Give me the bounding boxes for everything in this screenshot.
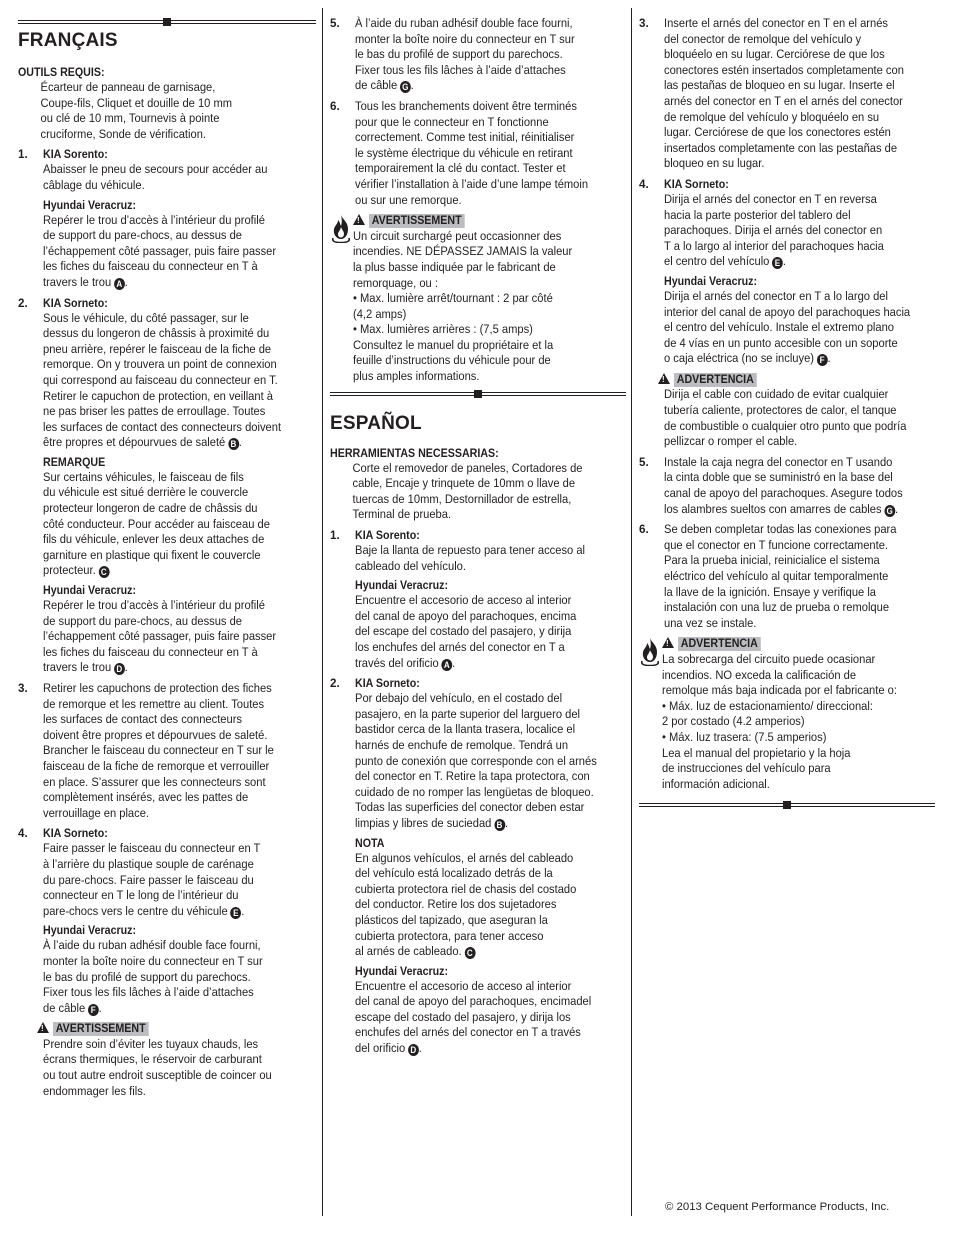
step-4: 4. KIA Sorneto: Faire passer le faisceau du connecteur en T à l’arrière du plastique souple de carénage du pare-chocs. Faire passer le faisceau du connecteur en T le long de l’intérieur du pare-chocs vers le centre du véhicule E . Hyundai Veracruz: À l’aide du ruban adhésif double face fourni, monter la boîte noire du connecteur en T sur le bas du profilé de support du parechocs. Fixer tous les fils lâches à l’aide d’attaches de câble F . ! AVERTISSEMENT Prendre soin d’éviter les tuyaux chauds, les écrans thermiques, le réservoir de carburant ou tout autre endroit susceptible de coincer ou endommager les fils. bbox=[18, 826, 316, 1099]
step-heading: KIA Sorneto: bbox=[43, 296, 108, 310]
warning-bullet: • Máx. luz de estacionamiento/ direccional: 2 por costado (4.2 amperios) bbox=[662, 698, 873, 729]
circled-letter-icon: B bbox=[494, 819, 505, 831]
section-separator bbox=[639, 803, 935, 809]
warning-header bbox=[658, 372, 937, 388]
circled-letter-icon: G bbox=[884, 505, 895, 517]
step-text: Abaisser le pneu de secours pour accéder au câblage du véhicule. bbox=[43, 162, 268, 192]
step-number: 4. bbox=[18, 827, 28, 841]
step-subheading: Hyundai Veracruz: bbox=[355, 579, 449, 593]
step-text: Por debajo del vehículo, en el costado del pasajero, en la parte superior del larguero del bastidor cerca de la llanta trasera, localice el harnés de enchufe de remolque. Tendrá un punto de conexión que corresponde con el arnés del conector en T. Retire la tapa protectora, con cuidado de no romper las lengüetas de bloqueo. Todas las superficies del conector deben estar limpias y libres de suciedad bbox=[355, 691, 597, 830]
step-number: 6. bbox=[639, 523, 649, 537]
step-text: Dirija el arnés del conector en T en reversa hacia la parte posterior del tablero del parachoques. Dirija el arnés del conector en T a lo largo al interior del parachoques hacia el centro del vehículo bbox=[664, 191, 884, 269]
step-number: 3. bbox=[18, 682, 28, 695]
warning-triangle-icon: ! bbox=[353, 214, 365, 225]
column-divider-1 bbox=[322, 8, 323, 1216]
step-1: 1. KIA Sorento: Baje la llanta de repuesto para tener acceso al cableado del vehículo. Hyundai Veracruz: Encuentre el accesorio de acceso al interior del canal de apoyo del parachoques, encima del escape del costado del pasajero, y dirija los enchufes del arnés del conector en T a través del orificio A . bbox=[330, 528, 626, 671]
warning-text: La sobrecarga del circuito puede ocasionar incendios. NO exceda la calificación de remolque más baja indicada por el fabricante o: bbox=[662, 651, 897, 698]
step-subheading: Hyundai Veracruz: bbox=[43, 198, 137, 212]
circled-letter-icon: D bbox=[408, 1044, 419, 1056]
section-separator bbox=[18, 20, 316, 26]
warning-text: Dirija el cable con cuidado de evitar cualquier tubería caliente, protectores de calor, el tanque de combustible o cualquier otro punto que podría pellizcar o romper el cable. bbox=[664, 387, 907, 449]
column-spanish-2 bbox=[639, 16, 937, 792]
step-1: 1. KIA Sorento: Abaisser le pneu de secours pour accéder au câblage du véhicule. Hyundai Veracruz: Repérer le trou d’accès à l’intérieur du profilé de support du pare-chocs, au dessus de l’échappement côté passager, puis faire passer les fiches du faisceau du connecteur en T à travers le trou A . bbox=[18, 147, 316, 290]
warning-triangle-icon: ! bbox=[658, 373, 670, 384]
circled-letter-icon: G bbox=[400, 81, 411, 93]
fire-warning bbox=[639, 636, 937, 792]
step-number: 1. bbox=[18, 148, 28, 162]
circled-letter-icon: F bbox=[88, 1004, 99, 1016]
step-subtext: Repérer le trou d’accès à l’intérieur du profilé de support du pare-chocs, au dessus de l’échappement côté passager, puis faire passer les fiches du faisceau du connecteur en T à travers le trou bbox=[43, 598, 277, 675]
column-french-1 bbox=[18, 30, 316, 1099]
step-heading: KIA Sorneto: bbox=[664, 177, 729, 191]
note-label: NOTA bbox=[355, 836, 385, 850]
step-number: 6. bbox=[330, 99, 340, 113]
step-subheading: Hyundai Veracruz: bbox=[355, 964, 449, 978]
circled-letter-icon: B bbox=[228, 438, 239, 450]
step-text: Se deben completar todas las conexiones para que el conector en T funcione correctamente. Para la prueba inicial, reinicialice el sistema eléctrico del vehículo al quitar temporalmente la llave de la ignición. Ensaye y verifique la instalación con una luz de prueba o remolque una vez se instale. bbox=[664, 522, 897, 630]
warning-text: Un circuit surchargé peut occasionner des incendies. NE DÉPASSEZ JAMAIS la valeur la plus basse indiquée par le fabricant de remorquage, ou : bbox=[353, 228, 573, 290]
step-number: 4. bbox=[639, 177, 649, 191]
step-number: 2. bbox=[330, 677, 340, 691]
step-text: Inserte el arnés del conector en T en el arnés del conector de remolque del vehículo y bloquéelo en su lugar. Cerciórese de que los conectores estén insertados completamente con las pestañas de bloqueo en su lugar. Inserte el arnés del conector en T en el arnés del conector de remolque del vehículo y bloquéelo en su lugar. Cerciórese de que los conectores estén insertados completamente con las pestañas de bloqueo en su lugar. bbox=[664, 16, 904, 171]
step-3 bbox=[639, 16, 937, 172]
tools-label: HERRAMIENTAS NECESSARIAS: bbox=[330, 446, 499, 460]
warning-label: AVERTISSEMENT bbox=[369, 214, 464, 228]
tools-label: OUTILS REQUIS: bbox=[18, 66, 105, 79]
warning-label: AVERTISSEMENT bbox=[53, 1022, 148, 1036]
step-6 bbox=[639, 522, 937, 631]
column-french-2 bbox=[330, 16, 626, 1057]
step-subtext: Encuentre el accesorio de acceso al interior del canal de apoyo del parachoques, encimadel escape del costado del pasajero, y dirija los enchufes del arnés del conector en T a través del orificio bbox=[355, 978, 592, 1056]
step-6 bbox=[330, 99, 626, 208]
warning-header bbox=[662, 636, 937, 652]
circled-letter-icon: E bbox=[230, 907, 241, 919]
circled-letter-icon: E bbox=[772, 257, 783, 269]
step-heading: KIA Sorento: bbox=[43, 148, 108, 162]
circled-letter-icon: F bbox=[817, 354, 828, 366]
note-text: En algunos vehículos, el arnés del cableado del vehículo está localizado detrás de la cubierta protectora riel de chasis del costado del conductor. Retire los dos sujetadores plásticos del tapizado, que aseguran la cubierta protectora, para tener acceso al arnés de cableado. bbox=[355, 850, 577, 959]
note-label: REMARQUE bbox=[43, 455, 106, 469]
fire-icon bbox=[639, 636, 661, 666]
step-subheading: Hyundai Veracruz: bbox=[664, 274, 758, 288]
step-text: Instale la caja negra del conector en T usando la cinta doble que se suministró en la base del canal de apoyo del parachoques. Asegure todos los alambres sueltos con amarres de cables bbox=[664, 454, 903, 516]
column-divider-2 bbox=[631, 8, 632, 1216]
warning-footer: Lea el manual del propietario y la hoja de instrucciones del vehículo para información adicional. bbox=[662, 745, 851, 791]
tools-text: Écarteur de panneau de garnisage, Coupe-fils, Cliquet et douille de 10 mm ou clé de 10 mm, Tournevis à pointe cruciforme, Sonde de vérification. bbox=[40, 80, 233, 141]
circled-letter-icon: D bbox=[114, 663, 125, 675]
note-text: Sur certains véhicules, le faisceau de fils du véhicule est situé derrière le couvercle protecteur longeron de cadre de châssis du côté conducteur. Pour accéder au faisceau de fils du véhicule, enlever les deux attaches de garniture en plastique qui fixent le couvercle protecteur. bbox=[43, 469, 270, 578]
circled-letter-icon: C bbox=[464, 947, 475, 959]
warning-triangle-icon: ! bbox=[37, 1022, 49, 1033]
fire-warning bbox=[330, 213, 626, 385]
circled-letter-icon: A bbox=[441, 659, 452, 671]
step-5: 5. Instale la caja negra del conector en T usando la cinta doble que se suministró en la base del canal de apoyo del parachoques. Asegure todos los alambres sueltos con amarres de cables G . bbox=[639, 454, 903, 516]
step-subtext: À l’aide du ruban adhésif double face fourni, monter la boîte noire du connecteur en T sur le bas du profilé de support du parechocs. Fixer tous les fils lâches à l’aide d’attaches de câble bbox=[43, 938, 263, 1015]
warning-triangle-icon: ! bbox=[662, 637, 674, 648]
warning-text: Prendre soin d’éviter les tuyaux chauds, les écrans thermiques, le réservoir de carburant ou tout autre endroit susceptible de coincer ou endommager les fils. bbox=[43, 1036, 272, 1098]
step-2: 2. KIA Sorneto: Sous le véhicule, du côté passager, sur le dessus du longeron de châssis à proximité du pneu arrière, repérer le faisceau de la fiche de remorque. On y trouvera un point de connexion qui correspond au faisceau du connecteur en T. Retirer le capuchon de protection, en veillant à ne pas briser les pattes de erroullage. Toutes les surfaces de contact des connecteurs doivent être propres et dépourvues de saleté B . REMARQUE Sur certains véhicules, le faisceau de fils du véhicule est situé derrière le couvercle protecteur longeron de cadre de châssis du côté conducteur. Pour accéder au faisceau de fils du véhicule, enlever les deux attaches de garniture en plastique qui fixent le couvercle protecteur. C Hyundai Veracruz: Repérer le trou d’accès à l’intérieur du profilé de support du pare-chocs, au dessus de l’échappement côté passager, puis faire passer les fiches du faisceau du connecteur en T à travers le trou D . bbox=[18, 296, 316, 676]
circled-letter-icon: A bbox=[114, 278, 125, 290]
step-4: 4. KIA Sorneto: Dirija el arnés del conector en T en reversa hacia la parte posterior del tablero del parachoques. Dirija el arnés del conector en T a lo largo al interior del parachoques hacia el centro del vehículo E . Hyundai Veracruz: Dirija el arnés del conector en T a lo largo del interior del canal de apoyo del parachoques hacia el centro del vehículo. Instale el extremo plano de 4 vías en un punto accesible con un soporte o caja eléctrica (no se incluye) F . ! ADVERTENCIA Dirija el cable con cuidado de evitar cualquier tubería caliente, protectores de calor, el tanque de combustible o cualquier otro punto que podría pellizcar o romper el cable. bbox=[639, 177, 937, 450]
section-title-spanish: ESPAÑOL bbox=[330, 412, 422, 434]
step-number: 3. bbox=[639, 17, 649, 30]
step-number: 2. bbox=[18, 296, 28, 310]
step-subheading: Hyundai Veracruz: bbox=[43, 584, 137, 598]
step-text: Retirer les capuchons de protection des fiches de remorque et les remettre au client. Toutes les surfaces de contact des connecteurs doivent être propres et dépourvues de saleté. Brancher le faisceau du connecteur en T sur le faisceau de la fiche de remorque et verrouiller en place. S’assurer que les connecteurs sont complètement insérés, avec les pattes de verrouillage en place. bbox=[43, 681, 274, 820]
step-subtext: Encuentre el accesorio de acceso al interior del canal de apoyo del parachoques, encima del escape del costado del pasajero, y dirija los enchufes del arnés del conector en T a través del orificio bbox=[355, 593, 577, 670]
step-text: Tous les branchements doivent être terminés pour que le connecteur en T fonctionne correctement. Comme test initial, réinitialiser le système électrique du véhicule en retirant temporairement la clé du contact. Tester et vérifier l’installation à l’aide d’une lampe témoin ou sur une remorque. bbox=[355, 98, 589, 207]
step-text: Sous le véhicule, du côté passager, sur le dessus du longeron de châssis à proximité du pneu arrière, repérer le faisceau de la fiche de remorque. On y trouvera un point de connexion qui correspond au faisceau du connecteur en T. Retirer le capuchon de protection, en veillant à ne pas briser les pattes de erroullage. Toutes les surfaces de contact des connecteurs doivent être propres et dépourvues de saleté bbox=[43, 310, 282, 450]
warning-header bbox=[37, 1021, 316, 1037]
step-number: 5. bbox=[330, 17, 340, 30]
tools-text: Corte el removedor de paneles, Cortadores de cable, Encaje y trinquete de 10mm o llave de tuercas de 10mm, Destornillador de estrella, Terminal de prueba. bbox=[352, 460, 583, 522]
warning-footer: Consultez le manuel du propriétaire et la feuille d’instructions du véhicule pour de plus amples informations. bbox=[353, 337, 554, 384]
copyright-notice: © 2013 Cequent Performance Products, Inc. bbox=[665, 1201, 890, 1213]
warning-header bbox=[353, 213, 626, 229]
step-heading: KIA Sorneto: bbox=[43, 827, 108, 841]
circled-letter-icon: C bbox=[98, 566, 109, 578]
section-title-french: FRANÇAIS bbox=[18, 30, 118, 51]
warning-label: ADVERTENCIA bbox=[674, 373, 757, 387]
step-text: À l’aide du ruban adhésif double face fourni, monter la boîte noire du connecteur en T sur le bas du profilé de support du parechocs. Fixer tous les fils lâches à l’aide d’attaches de câble bbox=[355, 16, 575, 93]
step-subtext: Repérer le trou d’accès à l’intérieur du profilé de support du pare-chocs, au dessus de l’échappement côté passager, puis faire passer les fiches du faisceau du connecteur en T à travers le trou bbox=[43, 212, 277, 289]
step-3 bbox=[18, 681, 316, 821]
step-5: 5. À l’aide du ruban adhésif double face fourni, monter la boîte noire du connecteur en T sur le bas du profilé de support du parechocs. Fixer tous les fils lâches à l’aide d’attaches de câble G . bbox=[330, 16, 575, 93]
warning-label: ADVERTENCIA bbox=[678, 637, 761, 651]
fire-icon bbox=[330, 213, 352, 243]
step-heading: KIA Sorento: bbox=[355, 529, 420, 543]
warning-bullet: • Máx. luz trasera: (7.5 amperios) bbox=[662, 729, 827, 744]
step-number: 1. bbox=[330, 529, 340, 543]
step-subtext: Dirija el arnés del conector en T a lo largo del interior del canal de apoyo del parachoques hacia el centro del vehículo. Instale el extremo plano de 4 vías en un punto accesible con un soporte o caja eléctrica (no se incluye) bbox=[664, 288, 911, 366]
step-subheading: Hyundai Veracruz: bbox=[43, 924, 137, 938]
step-text: Faire passer le faisceau du connecteur en T à l’arrière du plastique souple de carénage du pare-chocs. Faire passer le faisceau du connecteur en T le long de l’intérieur du pare-chocs vers le centre du véhicule bbox=[43, 841, 261, 918]
warning-bullet: • Max. lumières arrières : (7,5 amps) bbox=[353, 322, 533, 337]
warning-bullet: • Max. lumière arrêt/tournant : 2 par côté (4,2 amps) bbox=[353, 291, 553, 321]
step-2: 2. KIA Sorneto: Por debajo del vehículo, en el costado del pasajero, en la parte superior del larguero del bastidor cerca de la llanta trasera, localice el harnés de enchufe de remolque. Tendrá un punto de conexión que corresponde con el arnés del conector en T. Retire la tapa protectora, con cuidado de no romper las lengüetas de bloqueo. Todas las superficies del conector deben estar limpias y libres de suciedad B . NOTA En algunos vehículos, el arnés del cableado del vehículo está localizado detrás de la cubierta protectora riel de chasis del costado del conductor. Retire los dos sujetadores plásticos del tapizado, que aseguran la cubierta protectora, para tener acceso al arnés de cableado. C Hyundai Veracruz: Encuentre el accesorio de acceso al interior del canal de apoyo del parachoques, encimadel escape del costado del pasajero, y dirija los enchufes del arnés del conector en T a través del orificio D . bbox=[330, 676, 626, 1056]
step-text: Baje la llanta de repuesto para tener acceso al cableado del vehículo. bbox=[355, 543, 586, 573]
step-number: 5. bbox=[639, 455, 649, 469]
step-heading: KIA Sorneto: bbox=[355, 677, 420, 691]
